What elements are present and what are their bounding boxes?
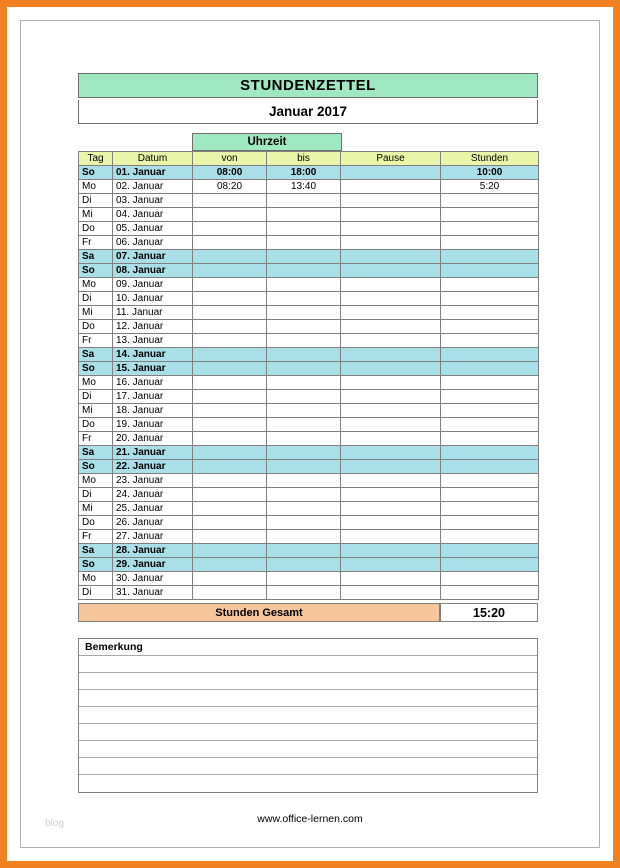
cell-pause[interactable] xyxy=(341,362,441,376)
cell-pause[interactable] xyxy=(341,544,441,558)
cell-datum: 01. Januar xyxy=(113,166,193,180)
remark-line[interactable] xyxy=(79,656,537,673)
cell-stunden xyxy=(441,390,539,404)
cell-tag: Di xyxy=(79,488,113,502)
cell-datum: 29. Januar xyxy=(113,558,193,572)
cell-stunden xyxy=(441,488,539,502)
cell-pause[interactable] xyxy=(341,376,441,390)
cell-pause[interactable] xyxy=(341,586,441,600)
cell-datum: 08. Januar xyxy=(113,264,193,278)
cell-bis[interactable] xyxy=(267,558,341,572)
table-row xyxy=(79,418,539,432)
cell-stunden: 5:20 xyxy=(441,180,539,194)
table-row xyxy=(79,544,539,558)
time-group-row xyxy=(78,133,538,151)
cell-stunden: 10:00 xyxy=(441,166,539,180)
cell-stunden xyxy=(441,432,539,446)
cell-tag: Mi xyxy=(79,208,113,222)
table-row xyxy=(79,474,539,488)
remark-line[interactable] xyxy=(79,775,537,792)
table-row xyxy=(79,404,539,418)
total-value: 15:20 xyxy=(440,603,538,622)
cell-pause[interactable] xyxy=(341,194,441,208)
footer-url: www.office-lernen.com xyxy=(257,813,363,825)
cell-von[interactable] xyxy=(193,460,267,474)
cell-tag: Sa xyxy=(79,250,113,264)
cell-pause[interactable] xyxy=(341,432,441,446)
table-row xyxy=(79,194,539,208)
cell-bis[interactable]: 13:40 xyxy=(267,180,341,194)
cell-datum: 17. Januar xyxy=(113,390,193,404)
table-row xyxy=(79,460,539,474)
cell-von[interactable] xyxy=(193,362,267,376)
table-row xyxy=(79,320,539,334)
table-row xyxy=(79,222,539,236)
table-row xyxy=(79,376,539,390)
cell-stunden xyxy=(441,460,539,474)
cell-bis[interactable] xyxy=(267,278,341,292)
cell-tag: Mo xyxy=(79,376,113,390)
cell-bis[interactable] xyxy=(267,320,341,334)
cell-stunden xyxy=(441,348,539,362)
cell-pause[interactable] xyxy=(341,278,441,292)
cell-bis[interactable] xyxy=(267,306,341,320)
table-body xyxy=(79,166,539,600)
cell-datum: 26. Januar xyxy=(113,516,193,530)
cell-tag: Fr xyxy=(79,236,113,250)
cell-bis[interactable] xyxy=(267,572,341,586)
remark-box[interactable] xyxy=(78,638,538,793)
cell-von[interactable] xyxy=(193,236,267,250)
cell-tag: Di xyxy=(79,194,113,208)
cell-tag: So xyxy=(79,264,113,278)
table-head xyxy=(79,152,539,166)
table-row xyxy=(79,530,539,544)
cell-bis[interactable] xyxy=(267,362,341,376)
cell-von[interactable]: 08:00 xyxy=(193,166,267,180)
table-row xyxy=(79,362,539,376)
cell-pause[interactable] xyxy=(341,460,441,474)
cell-stunden xyxy=(441,572,539,586)
cell-von[interactable] xyxy=(193,278,267,292)
cell-bis[interactable] xyxy=(267,530,341,544)
cell-pause[interactable] xyxy=(341,474,441,488)
cell-stunden xyxy=(441,474,539,488)
column-header-tag: Tag xyxy=(79,152,113,166)
remark-line[interactable] xyxy=(79,673,537,690)
table-row xyxy=(79,264,539,278)
cell-datum: 16. Januar xyxy=(113,376,193,390)
page-title: STUNDENZETTEL xyxy=(240,77,376,94)
cell-datum: 10. Januar xyxy=(113,292,193,306)
remark-line[interactable] xyxy=(79,741,537,758)
cell-stunden xyxy=(441,236,539,250)
total-label: Stunden Gesamt xyxy=(78,603,440,622)
time-group-label: Uhrzeit xyxy=(192,133,342,151)
cell-stunden xyxy=(441,376,539,390)
cell-von[interactable] xyxy=(193,376,267,390)
cell-stunden xyxy=(441,530,539,544)
cell-pause[interactable] xyxy=(341,306,441,320)
table-row xyxy=(79,502,539,516)
column-header-stunden: Stunden xyxy=(441,152,539,166)
cell-pause[interactable] xyxy=(341,446,441,460)
column-header-von: von xyxy=(193,152,267,166)
cell-tag: Do xyxy=(79,418,113,432)
cell-pause[interactable] xyxy=(341,166,441,180)
column-header-datum: Datum xyxy=(113,152,193,166)
cell-tag: Fr xyxy=(79,432,113,446)
cell-datum: 24. Januar xyxy=(113,488,193,502)
cell-pause[interactable] xyxy=(341,530,441,544)
cell-stunden xyxy=(441,334,539,348)
cell-bis[interactable] xyxy=(267,488,341,502)
cell-stunden xyxy=(441,320,539,334)
table-row xyxy=(79,306,539,320)
cell-stunden xyxy=(441,558,539,572)
cell-stunden xyxy=(441,586,539,600)
table-row xyxy=(79,586,539,600)
cell-pause[interactable] xyxy=(341,222,441,236)
table-row xyxy=(79,488,539,502)
cell-bis[interactable] xyxy=(267,544,341,558)
cell-stunden xyxy=(441,250,539,264)
cell-datum: 07. Januar xyxy=(113,250,193,264)
cell-stunden xyxy=(441,292,539,306)
table-row xyxy=(79,278,539,292)
cell-von[interactable] xyxy=(193,194,267,208)
cell-bis[interactable] xyxy=(267,222,341,236)
cell-datum: 12. Januar xyxy=(113,320,193,334)
cell-tag: So xyxy=(79,362,113,376)
cell-pause[interactable] xyxy=(341,516,441,530)
cell-pause[interactable] xyxy=(341,348,441,362)
cell-tag: Mi xyxy=(79,404,113,418)
cell-stunden xyxy=(441,544,539,558)
cell-datum: 18. Januar xyxy=(113,404,193,418)
cell-tag: Di xyxy=(79,292,113,306)
cell-tag: Di xyxy=(79,586,113,600)
cell-tag: Fr xyxy=(79,334,113,348)
cell-von[interactable] xyxy=(193,404,267,418)
cell-tag: Di xyxy=(79,390,113,404)
cell-von[interactable] xyxy=(193,446,267,460)
cell-bis[interactable] xyxy=(267,474,341,488)
cell-von[interactable] xyxy=(193,502,267,516)
cell-pause[interactable] xyxy=(341,264,441,278)
cell-stunden xyxy=(441,194,539,208)
column-header-bis: bis xyxy=(267,152,341,166)
cell-tag: Sa xyxy=(79,446,113,460)
cell-stunden xyxy=(441,362,539,376)
cell-stunden xyxy=(441,306,539,320)
cell-von[interactable] xyxy=(193,390,267,404)
cell-pause[interactable] xyxy=(341,208,441,222)
cell-datum: 09. Januar xyxy=(113,278,193,292)
cell-bis[interactable] xyxy=(267,432,341,446)
cell-bis[interactable] xyxy=(267,404,341,418)
cell-datum: 04. Januar xyxy=(113,208,193,222)
cell-pause[interactable] xyxy=(341,390,441,404)
table-row xyxy=(79,180,539,194)
cell-bis[interactable] xyxy=(267,236,341,250)
cell-von[interactable] xyxy=(193,264,267,278)
timesheet xyxy=(78,73,538,793)
cell-von[interactable] xyxy=(193,558,267,572)
cell-stunden xyxy=(441,446,539,460)
cell-von[interactable] xyxy=(193,208,267,222)
cell-tag: Sa xyxy=(79,348,113,362)
cell-tag: So xyxy=(79,558,113,572)
cell-datum: 19. Januar xyxy=(113,418,193,432)
cell-tag: So xyxy=(79,166,113,180)
cell-pause[interactable] xyxy=(341,418,441,432)
cell-tag: Mo xyxy=(79,572,113,586)
cell-tag: Mo xyxy=(79,474,113,488)
cell-bis[interactable] xyxy=(267,502,341,516)
table-row xyxy=(79,236,539,250)
cell-bis[interactable] xyxy=(267,250,341,264)
cell-bis[interactable] xyxy=(267,208,341,222)
cell-von[interactable] xyxy=(193,474,267,488)
cell-datum: 05. Januar xyxy=(113,222,193,236)
cell-bis[interactable] xyxy=(267,516,341,530)
cell-datum: 21. Januar xyxy=(113,446,193,460)
month-label: Januar 2017 xyxy=(79,103,537,120)
remark-label: Bemerkung xyxy=(79,639,537,656)
cell-datum: 13. Januar xyxy=(113,334,193,348)
cell-datum: 11. Januar xyxy=(113,306,193,320)
cell-pause[interactable] xyxy=(341,488,441,502)
cell-pause[interactable] xyxy=(341,572,441,586)
table-row xyxy=(79,250,539,264)
cell-bis[interactable] xyxy=(267,194,341,208)
remark-line[interactable] xyxy=(79,724,537,741)
cell-bis[interactable] xyxy=(267,446,341,460)
cell-stunden xyxy=(441,404,539,418)
cell-bis[interactable] xyxy=(267,460,341,474)
cell-datum: 23. Januar xyxy=(113,474,193,488)
cell-pause[interactable] xyxy=(341,250,441,264)
cell-bis[interactable] xyxy=(267,264,341,278)
cell-stunden xyxy=(441,222,539,236)
watermark: blog xyxy=(45,818,64,829)
total-row xyxy=(78,603,538,622)
cell-von[interactable] xyxy=(193,250,267,264)
cell-datum: 15. Januar xyxy=(113,362,193,376)
cell-von[interactable] xyxy=(193,222,267,236)
cell-pause[interactable] xyxy=(341,180,441,194)
table-row xyxy=(79,572,539,586)
table-row xyxy=(79,348,539,362)
cell-tag: Do xyxy=(79,320,113,334)
cell-tag: Do xyxy=(79,222,113,236)
cell-von[interactable] xyxy=(193,418,267,432)
cell-bis[interactable] xyxy=(267,334,341,348)
remark-line[interactable] xyxy=(79,690,537,707)
cell-tag: Fr xyxy=(79,530,113,544)
cell-bis[interactable] xyxy=(267,586,341,600)
cell-bis[interactable]: 18:00 xyxy=(267,166,341,180)
table-row xyxy=(79,292,539,306)
cell-stunden xyxy=(441,418,539,432)
cell-tag: Mi xyxy=(79,502,113,516)
month-block xyxy=(78,100,538,124)
cell-datum: 06. Januar xyxy=(113,236,193,250)
cell-von[interactable] xyxy=(193,292,267,306)
cell-von[interactable] xyxy=(193,544,267,558)
cell-stunden xyxy=(441,208,539,222)
cell-datum: 02. Januar xyxy=(113,180,193,194)
table-row xyxy=(79,446,539,460)
cell-von[interactable] xyxy=(193,320,267,334)
cell-datum: 22. Januar xyxy=(113,460,193,474)
cell-bis[interactable] xyxy=(267,292,341,306)
cell-stunden xyxy=(441,278,539,292)
table-row xyxy=(79,166,539,180)
cell-von[interactable]: 08:20 xyxy=(193,180,267,194)
cell-von[interactable] xyxy=(193,348,267,362)
table-row xyxy=(79,516,539,530)
cell-pause[interactable] xyxy=(341,334,441,348)
column-header-pause: Pause xyxy=(341,152,441,166)
cell-pause[interactable] xyxy=(341,320,441,334)
cell-von[interactable] xyxy=(193,488,267,502)
cell-stunden xyxy=(441,516,539,530)
cell-pause[interactable] xyxy=(341,404,441,418)
cell-datum: 14. Januar xyxy=(113,348,193,362)
cell-datum: 30. Januar xyxy=(113,572,193,586)
cell-von[interactable] xyxy=(193,306,267,320)
cell-datum: 28. Januar xyxy=(113,544,193,558)
cell-bis[interactable] xyxy=(267,376,341,390)
cell-pause[interactable] xyxy=(341,236,441,250)
table-header-row xyxy=(79,152,539,166)
cell-tag: So xyxy=(79,460,113,474)
cell-datum: 20. Januar xyxy=(113,432,193,446)
table-row xyxy=(79,334,539,348)
remark-line[interactable] xyxy=(79,758,537,775)
cell-tag: Mi xyxy=(79,306,113,320)
cell-von[interactable] xyxy=(193,516,267,530)
cell-tag: Do xyxy=(79,516,113,530)
cell-tag: Sa xyxy=(79,544,113,558)
cell-bis[interactable] xyxy=(267,348,341,362)
cell-pause[interactable] xyxy=(341,292,441,306)
cell-von[interactable] xyxy=(193,432,267,446)
table-row xyxy=(79,432,539,446)
cell-bis[interactable] xyxy=(267,390,341,404)
cell-bis[interactable] xyxy=(267,418,341,432)
cell-von[interactable] xyxy=(193,334,267,348)
table-row xyxy=(79,390,539,404)
cell-pause[interactable] xyxy=(341,502,441,516)
cell-datum: 31. Januar xyxy=(113,586,193,600)
table-row xyxy=(79,558,539,572)
cell-von[interactable] xyxy=(193,586,267,600)
cell-tag: Mo xyxy=(79,278,113,292)
cell-datum: 03. Januar xyxy=(113,194,193,208)
remark-line[interactable] xyxy=(79,707,537,724)
table-row xyxy=(79,208,539,222)
cell-von[interactable] xyxy=(193,572,267,586)
timesheet-table xyxy=(78,151,539,600)
page-inner-frame xyxy=(20,20,600,848)
title-block xyxy=(78,73,538,98)
cell-stunden xyxy=(441,502,539,516)
cell-datum: 25. Januar xyxy=(113,502,193,516)
cell-pause[interactable] xyxy=(341,558,441,572)
cell-tag: Mo xyxy=(79,180,113,194)
cell-datum: 27. Januar xyxy=(113,530,193,544)
cell-stunden xyxy=(441,264,539,278)
cell-von[interactable] xyxy=(193,530,267,544)
